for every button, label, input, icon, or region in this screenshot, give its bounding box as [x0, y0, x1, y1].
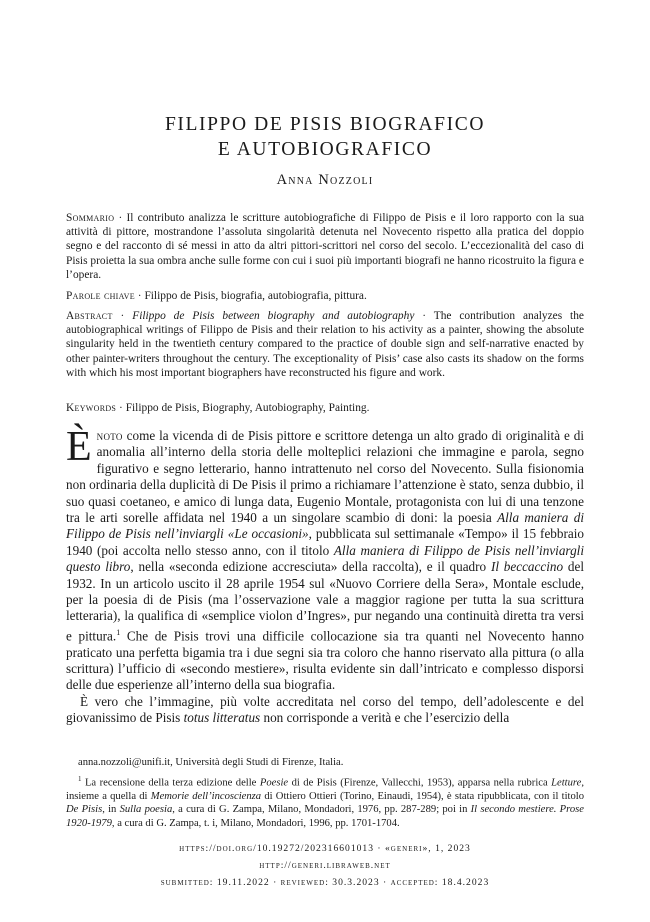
note-text: , a cura di G. Zampa, t. i, Milano, Mondadori, 1996, pp. 1701-1704. [111, 817, 400, 829]
note-italic: Poesie [259, 777, 289, 789]
author-name: Anna Nozzoli [276, 172, 374, 188]
abstract-title: Filippo de Pisis between biography and autobiography [132, 310, 415, 322]
footnote-1 [66, 773, 584, 831]
body-text: È vero che l’immagine, più volte accreditata nel corso del tempo, dell’adolescente e del giovanissimo de Pisis [66, 693, 584, 726]
parole-chiave-label: Parole chiave [66, 290, 135, 302]
footnote-number: 1 [78, 774, 82, 783]
body-text: del 1932. In un articolo uscito il 28 aprile 1954 sul «Nuovo Corriere della Sera», Montale esclude, per la poesia di de Pisis (ma l’osservazione vale a maggior ragione per tutta la sua scrittura letteraria), la qualifica di «semplice violon d’Ingres», pur negando una continuità diretta tra versi e pittura. [66, 559, 584, 644]
sommario-text: Il contributo analizza le scritture autobiografiche di Filippo de Pisis e il loro rapporto con la sua attività di pittore, mostrandone l’assoluta singolarità detenuta nel Novecento rispetto alla pratica del doppio segno e del racconto di sé messi in atto da altri pittori-scrittori nel corso del secolo. L’eccezionalità del caso di Pisis proietta la sua ombra anche sulle forme con cui i suoi più importanti biografi ne hanno ricostruito la figura e l’opera. [66, 212, 584, 281]
note-italic: Il secondo mestiere. Prose 1920-1979 [66, 804, 585, 829]
note-text: di de Pisis (Firenze, Vallecchi, 1953), apparsa nella rubrica [288, 777, 552, 789]
note-italic: Memorie dell’incoscienza [150, 790, 262, 802]
latin-phrase: totus litteratus [183, 710, 261, 726]
sommario: Sommario · Il contributo analizza le scritture autobiografiche di Filippo de Pisis e il loro rapporto con la sua attività di pittore, mostrandone l’assoluta singolarità detenuta nel Novecento rispetto alla pratica del doppio segno e del racconto di sé messi in atto da altri pittori-scrittori nel corso del secolo. L’eccezionalità del caso di Pisis proietta la sua ombra anche sulle forme con cui i suoi più importanti biografi ne hanno ricostruito la figura e l’opera. [66, 212, 584, 281]
abstract-label: Abstract [66, 310, 113, 322]
poem-title-2: Alla maniera di Filippo de Pisis nell’inviargli questo libro [66, 542, 584, 575]
note-italic: Sulla poesia [119, 804, 173, 816]
keywords-text: Filippo de Pisis, Biography, Autobiography, Painting. [125, 402, 370, 414]
submission-dates: submitted: 19.11.2022 · reviewed: 30.3.2023 · accepted: 18.4.2023 [160, 877, 490, 888]
note-text: , a cura di G. Zampa, Milano, Mondadori, 1976, pp. 287-289; poi in [172, 804, 471, 816]
article-body [66, 424, 584, 727]
keywords-label: Keywords [66, 402, 117, 414]
painting-title: Il beccaccino [490, 559, 564, 575]
title-line-1: FILIPPO DE PISIS BIOGRAFICO [164, 114, 486, 135]
doi-line[interactable]: https://doi.org/10.19272/202316601013 · «generi», 1, 2023 [179, 843, 471, 854]
body-text: , pubblicata sul settimanale «Tempo» il 15 febbraio 1940 (poi accolta nello stesso anno, con il titolo [66, 526, 584, 558]
abstract-text: The contribution analyzes the autobiographical writings of Filippo de Pisis and their relation to his activity as a painter, showing the absolute singularity held in the twentieth century compared to the practice of double sign and self-narrative enacted by other painter-writers throughout the century. The exceptionality of Pisis’ case also casts its shadow on the forms with which his most important biographers have reconstructed his figure and work. [66, 310, 584, 379]
drop-cap: È [66, 424, 92, 470]
parole-chiave-text: Filippo de Pisis, biografia, autobiografia, pittura. [144, 290, 367, 302]
note-text: , in [102, 804, 120, 816]
parole-chiave: Parole chiave · Filippo de Pisis, biografia, autobiografia, pittura. [66, 290, 367, 302]
body-text: non corrisponde a verità e che l’esercizio della [260, 710, 510, 726]
note-text: di Ottiero Ottieri (Torino, Einaudi, 1954), è stata ripubblicata, con il titolo [261, 790, 585, 802]
body-text: Che de Pisis trovi una difficile collocazione sia tra quanti nel Novecento hanno praticato una perfetta bigamia tra i due segni sia tra coloro che hanno riservato alla pittura (o alla scrittura) l’ufficio di «secondo mestiere», risulta evidente sin dall’intricato e complesso disporsi delle due esperienze all’interno della sua biografia. [66, 628, 584, 693]
body-paragraph-1 [66, 424, 584, 694]
article-title [0, 112, 650, 162]
note-text: La recensione della terza edizione delle [81, 777, 260, 789]
lead-word: noto [96, 428, 123, 443]
footnotes [66, 756, 584, 831]
footnote-ref[interactable]: 1 [116, 627, 121, 637]
note-italic: De Pisis [66, 804, 103, 816]
title-line-2: E AUTOBIOGRAFICO [217, 139, 433, 160]
body-text: , nella «seconda edizione accresciuta» della raccolta), e il quadro [130, 559, 491, 575]
note-italic: Letture [551, 777, 582, 789]
body-text: come la vicenda di de Pisis pittore e scrittore detenga un alto grado di originalità e di anomalia all’interno della storia delle molteplici relazioni che immagine e parola, segno figurativo e segno letterario, hanno intrattenuto nel corso del Novecento. Sulla fisionomia non ordinaria della duplicità di De Pisis il primo a richiamare l’attenzione è stato, senza dubbio, il suo quasi coetaneo, e amico di lunga data, Eugenio Montale, protagonista con lui di una tenzone tra le arti sorelle affidata nel 1940 a un singolare scambio di doni: la poesia [66, 428, 584, 526]
keywords: Keywords · Filippo de Pisis, Biography, Autobiography, Painting. [66, 402, 370, 414]
body-paragraph-2 [66, 694, 584, 727]
sommario-label: Sommario [66, 212, 115, 224]
note-text: , insieme a quella di [66, 777, 585, 802]
poem-title: Alla maniera di Filippo de Pisis nell’inviargli «Le occasioni» [66, 510, 584, 542]
abstract: Abstract · Filippo de Pisis between biography and autobiography · The contribution analyzes the autobiographical writings of Filippo de Pisis and their relation to his activity as a painter, showing the absolute singularity held in the twentieth century compared to the practice of double sign and self-narrative enacted by other painter-writers throughout the century. The exceptionality of Pisis’ case also casts its shadow on the forms with which his most important biographers have reconstructed his figure and work. [66, 310, 584, 379]
author-affiliation: anna.nozzoli@unifi.it, Università degli Studi di Firenze, Italia. [78, 757, 344, 768]
journal-url[interactable]: http://generi.libraweb.net [259, 860, 391, 871]
